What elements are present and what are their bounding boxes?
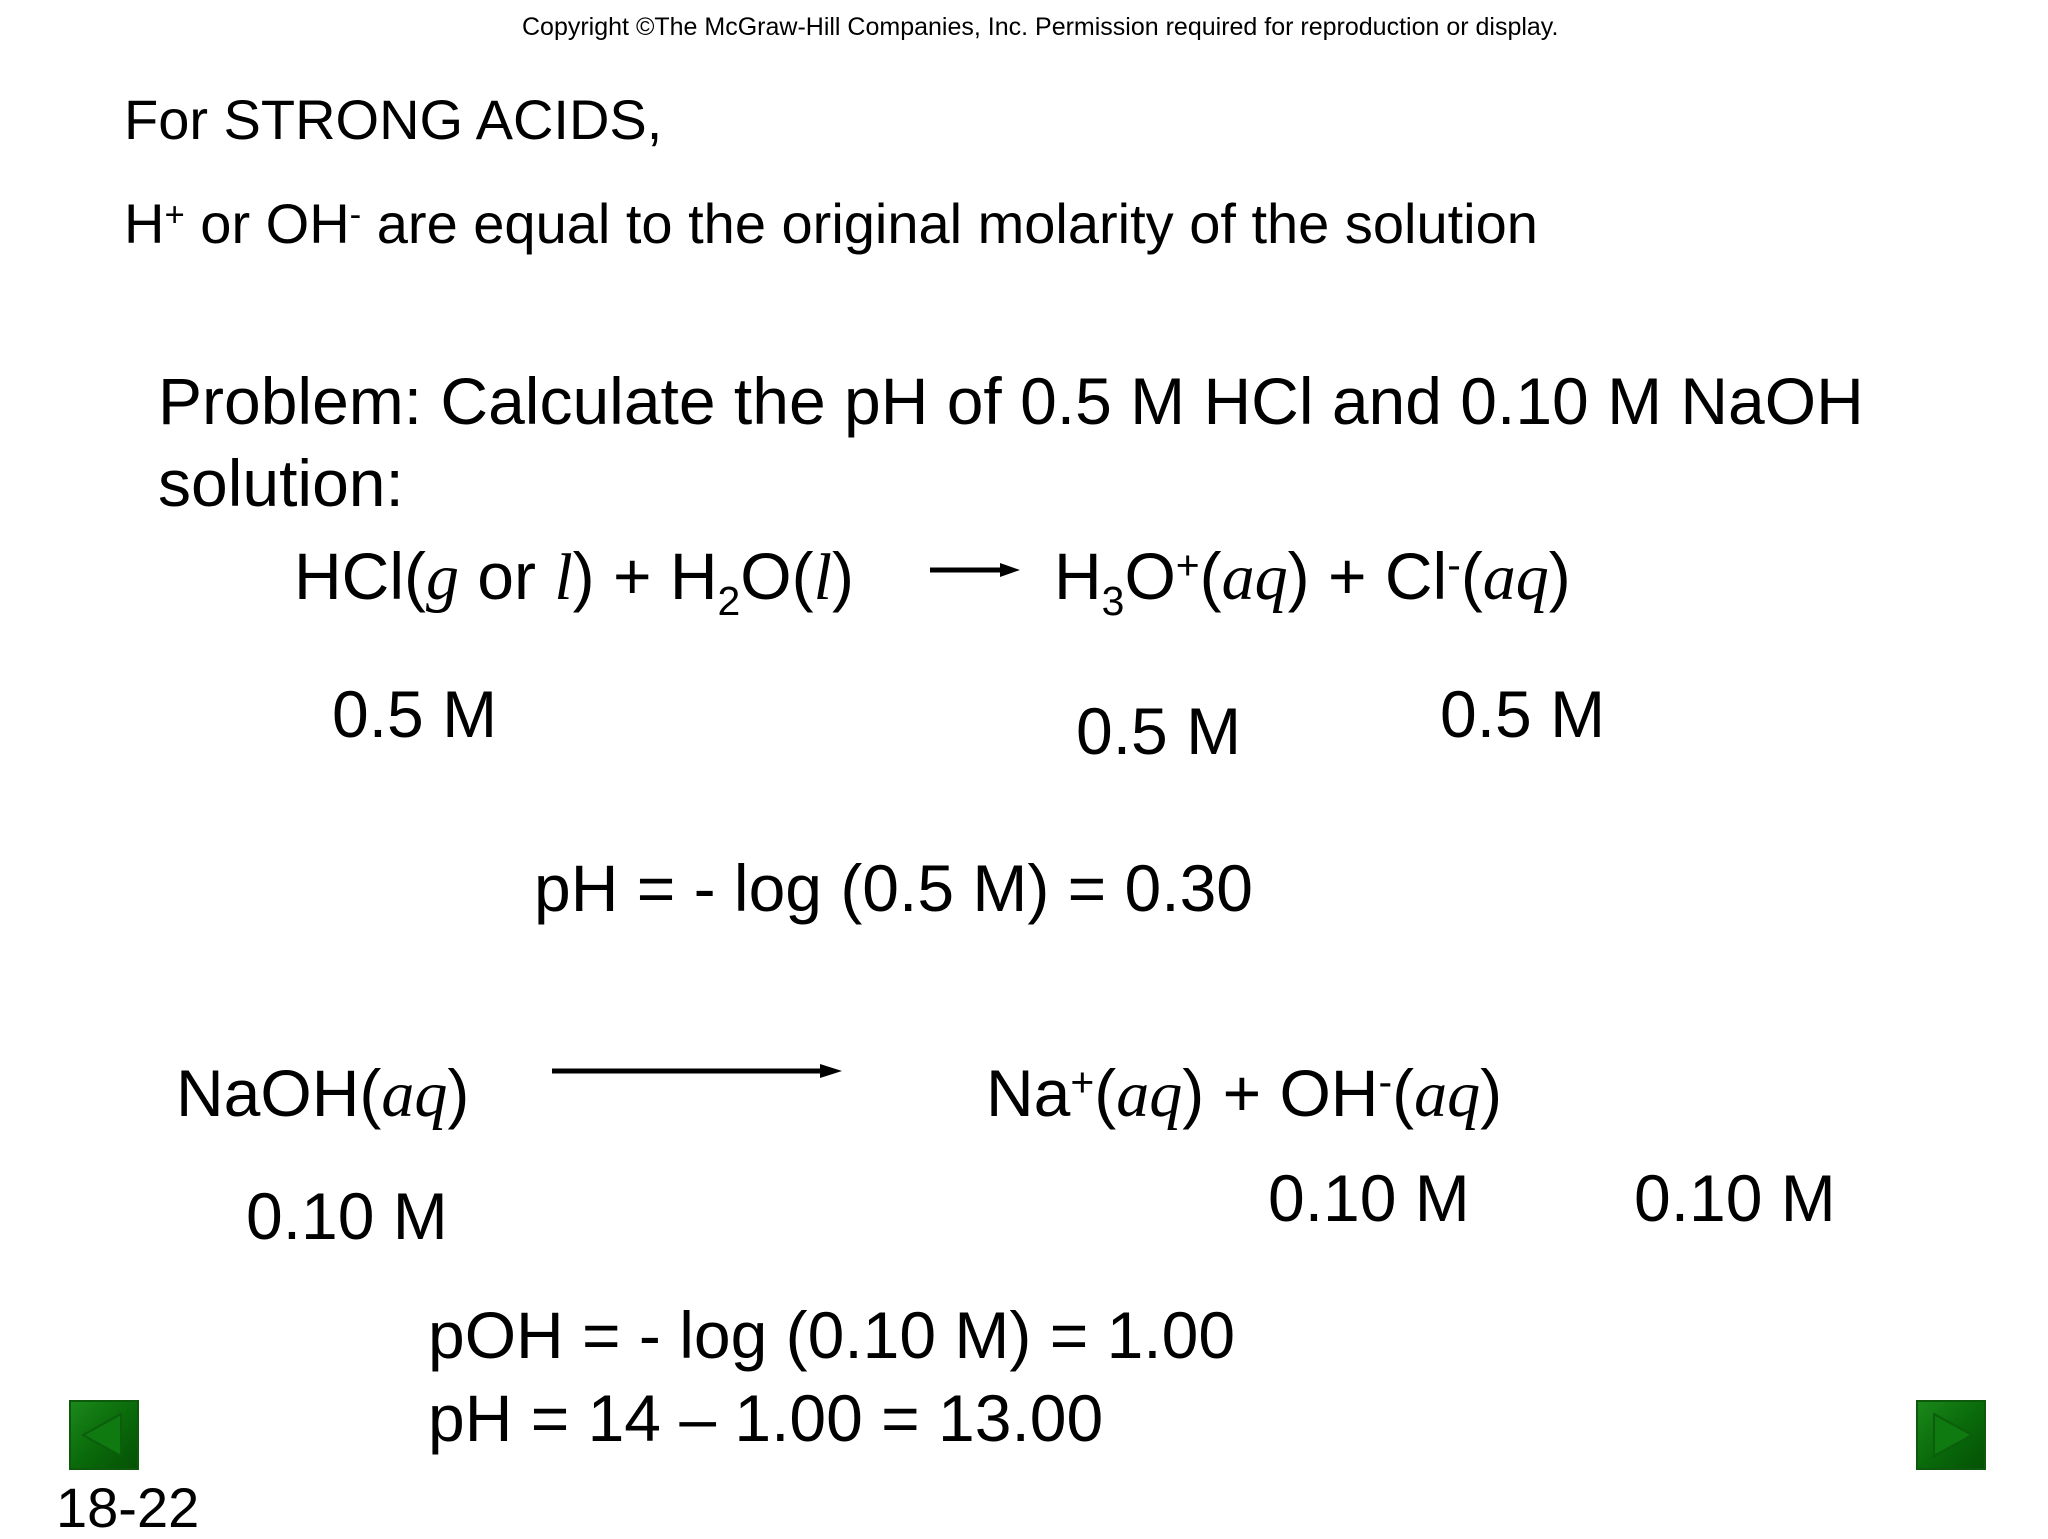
- heading-strong-acids: For STRONG ACIDS,: [124, 88, 663, 151]
- aqueous-state-2: aq: [1482, 541, 1549, 614]
- statement-rest: are equal to the original molarity of the solution: [361, 192, 1538, 255]
- minus-charge-2: -: [1447, 541, 1461, 588]
- hcl-products: [1054, 539, 1571, 624]
- arrow-left-icon: [69, 1400, 139, 1470]
- arrow-right-icon: [1916, 1400, 1986, 1470]
- h3o-concentration: 0.5 M: [1076, 694, 1242, 768]
- next-slide-button[interactable]: [1916, 1400, 1986, 1470]
- close-paren-3: ): [447, 1056, 470, 1130]
- plus-charge-2: +: [1175, 541, 1200, 588]
- poh-calculation: pOH = - log (0.10 M) = 1.00: [428, 1298, 1236, 1372]
- liquid-state-2: l: [813, 541, 832, 614]
- open-paren-4: (: [1392, 1056, 1415, 1130]
- plus-oh-text: ) + OH: [1182, 1056, 1379, 1130]
- hcl-concentration: 0.5 M: [332, 677, 498, 751]
- heading-ion-statement: [124, 192, 1538, 255]
- cl-concentration: 0.5 M: [1440, 677, 1606, 751]
- problem-line-2: solution:: [158, 446, 404, 520]
- h-text: H: [1054, 539, 1102, 613]
- gas-state: g: [425, 541, 459, 614]
- copyright-notice: Copyright ©The McGraw-Hill Companies, Inc. Permission required for reproduction or display.: [522, 13, 1559, 41]
- subscript-3: 3: [1101, 577, 1125, 624]
- hcl-text: HCl(: [294, 539, 426, 613]
- close-paren-4: ): [1480, 1056, 1503, 1130]
- naoh-products: [986, 1056, 1503, 1131]
- oh-concentration: 0.10 M: [1634, 1161, 1836, 1235]
- plus-cl-text: ) + Cl: [1287, 539, 1448, 613]
- naoh-text: NaOH(: [176, 1056, 382, 1130]
- aqueous-state-4: aq: [1116, 1058, 1183, 1131]
- open-paren: (: [1199, 539, 1222, 613]
- aqueous-state: aq: [1221, 541, 1288, 614]
- open-paren-3: (: [1094, 1056, 1117, 1130]
- o-text: O(: [740, 539, 814, 613]
- minus-charge-3: -: [1378, 1058, 1393, 1105]
- naoh-concentration: 0.10 M: [246, 1179, 448, 1253]
- or-text: or: [458, 539, 555, 613]
- close-paren-2: ): [1548, 539, 1571, 613]
- h-ion: H: [124, 192, 165, 255]
- hcl-reactants: [294, 539, 854, 624]
- slide-number: 18-22: [56, 1476, 200, 1539]
- ph-calculation-base: pH = 14 – 1.00 = 13.00: [428, 1381, 1104, 1455]
- minus-charge: -: [349, 195, 362, 234]
- na-text: Na: [986, 1056, 1071, 1130]
- aqueous-state-3: aq: [381, 1058, 448, 1131]
- na-concentration: 0.10 M: [1268, 1161, 1470, 1235]
- plus-charge: +: [164, 195, 185, 234]
- naoh-reactant: [176, 1056, 470, 1131]
- reaction-arrow-1: [930, 555, 1020, 585]
- problem-line-1: Problem: Calculate the pH of 0.5 M HCl and 0.10 M NaOH: [158, 364, 1864, 438]
- previous-slide-button[interactable]: [69, 1400, 139, 1470]
- plus-h-text: ) + H: [572, 539, 718, 613]
- ph-calculation-acid: pH = - log (0.5 M) = 0.30: [534, 851, 1254, 925]
- reaction-arrow-2: [552, 1056, 842, 1086]
- plus-charge-3: +: [1070, 1058, 1095, 1105]
- close-paren: ): [831, 539, 854, 613]
- aqueous-state-5: aq: [1414, 1058, 1481, 1131]
- o-text-2: O: [1124, 539, 1176, 613]
- liquid-state: l: [554, 541, 573, 614]
- or-oh-text: or OH: [184, 192, 350, 255]
- subscript-2: 2: [717, 577, 741, 624]
- open-paren-2: (: [1460, 539, 1483, 613]
